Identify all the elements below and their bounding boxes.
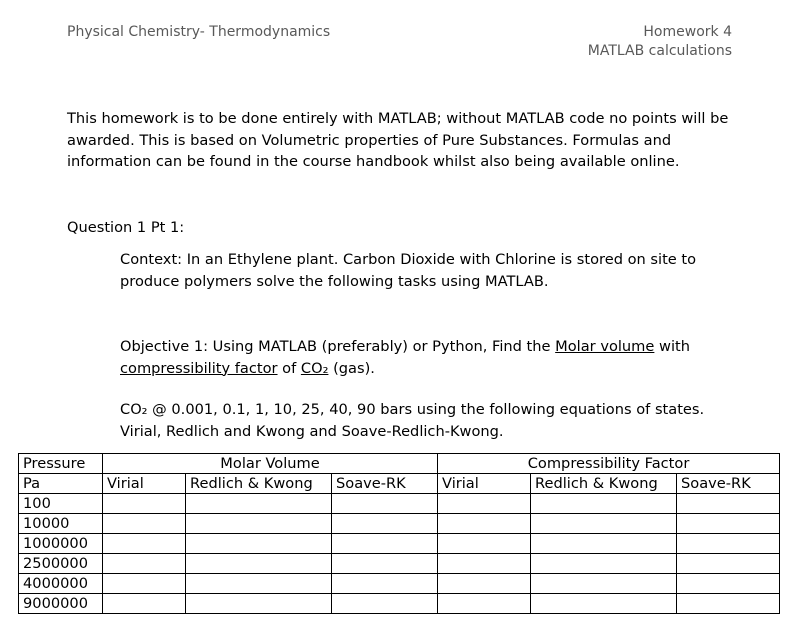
table-row bbox=[19, 514, 780, 534]
empty-answer-cell[interactable] bbox=[332, 514, 438, 534]
pressure-value: 4000000 bbox=[19, 574, 103, 594]
table-row bbox=[19, 554, 780, 574]
empty-answer-cell[interactable] bbox=[186, 514, 332, 534]
empty-answer-cell[interactable] bbox=[332, 594, 438, 614]
empty-answer-cell[interactable] bbox=[531, 514, 677, 534]
equations-of-state-line: Virial, Redlich and Kwong and Soave-Redlich-Kwong. bbox=[120, 422, 504, 440]
empty-answer-cell[interactable] bbox=[677, 554, 780, 574]
results-table bbox=[18, 453, 780, 614]
mv-rk-header: Redlich & Kwong bbox=[186, 474, 332, 494]
compressibility-header: Compressibility Factor bbox=[438, 454, 780, 474]
objective-paragraph bbox=[120, 336, 720, 379]
empty-answer-cell[interactable] bbox=[186, 494, 332, 514]
empty-answer-cell[interactable] bbox=[332, 554, 438, 574]
pressure-list-line: CO₂ @ 0.001, 0.1, 1, 10, 25, 40, 90 bars using the following equations of states. bbox=[120, 401, 705, 418]
empty-answer-cell[interactable] bbox=[531, 574, 677, 594]
intro-paragraph: This homework is to be done entirely with MATLAB; without MATLAB code no points will be awarded. This is based on Volumetric properties of Pure Substances. Formulas and information can be found in the course handbook whilst also being available online. bbox=[67, 110, 729, 170]
empty-answer-cell[interactable] bbox=[103, 514, 186, 534]
empty-answer-cell[interactable] bbox=[438, 594, 531, 614]
empty-answer-cell[interactable] bbox=[438, 534, 531, 554]
question-label: Question 1 Pt 1: bbox=[67, 219, 185, 236]
table-row bbox=[19, 494, 780, 514]
compressibility-factor-term: compressibility factor bbox=[120, 359, 278, 377]
pressure-value: 9000000 bbox=[19, 594, 103, 614]
molar-volume-term: Molar volume bbox=[555, 338, 655, 355]
empty-answer-cell[interactable] bbox=[438, 494, 531, 514]
table-row bbox=[19, 594, 780, 614]
empty-answer-cell[interactable] bbox=[103, 554, 186, 574]
table-row bbox=[19, 534, 780, 554]
pressure-value: 1000000 bbox=[19, 534, 103, 554]
pressure-value: 100 bbox=[19, 494, 103, 514]
homework-subtitle: MATLAB calculations bbox=[587, 43, 732, 59]
empty-answer-cell[interactable] bbox=[531, 594, 677, 614]
empty-answer-cell[interactable] bbox=[677, 594, 780, 614]
empty-answer-cell[interactable] bbox=[332, 494, 438, 514]
empty-answer-cell[interactable] bbox=[332, 574, 438, 594]
mv-virial-header: Virial bbox=[103, 474, 186, 494]
pressure-value: 2500000 bbox=[19, 554, 103, 574]
table-group-header-row bbox=[19, 454, 780, 474]
course-title: Physical Chemistry- Thermodynamics bbox=[67, 24, 331, 40]
co2-term: CO₂ bbox=[300, 359, 329, 377]
empty-answer-cell[interactable] bbox=[103, 574, 186, 594]
z-srk-header: Soave-RK bbox=[677, 474, 780, 494]
unit-header: Pa bbox=[19, 474, 103, 494]
empty-answer-cell[interactable] bbox=[438, 574, 531, 594]
empty-answer-cell[interactable] bbox=[438, 514, 531, 534]
empty-answer-cell[interactable] bbox=[103, 594, 186, 614]
empty-answer-cell[interactable] bbox=[103, 494, 186, 514]
pressure-header: Pressure bbox=[19, 454, 103, 474]
homework-header bbox=[588, 23, 732, 61]
empty-answer-cell[interactable] bbox=[531, 534, 677, 554]
empty-answer-cell[interactable] bbox=[186, 554, 332, 574]
empty-answer-cell[interactable] bbox=[332, 534, 438, 554]
mv-srk-header: Soave-RK bbox=[332, 474, 438, 494]
molar-volume-header: Molar Volume bbox=[103, 454, 438, 474]
empty-answer-cell[interactable] bbox=[677, 574, 780, 594]
empty-answer-cell[interactable] bbox=[677, 514, 780, 534]
context-paragraph: Context: In an Ethylene plant. Carbon Dioxide with Chlorine is stored on site to produce polymers solve the following tasks using MATLAB. bbox=[120, 251, 697, 290]
empty-answer-cell[interactable] bbox=[186, 534, 332, 554]
objective-prefix: Objective 1: Using MATLAB (preferably) or Python, Find the bbox=[120, 338, 551, 355]
empty-answer-cell[interactable] bbox=[438, 554, 531, 574]
empty-answer-cell[interactable] bbox=[103, 534, 186, 554]
objective-of: of bbox=[282, 359, 297, 377]
z-virial-header: Virial bbox=[438, 474, 531, 494]
pressure-value: 10000 bbox=[19, 514, 103, 534]
empty-answer-cell[interactable] bbox=[531, 554, 677, 574]
homework-number: Homework 4 bbox=[643, 24, 732, 40]
table-sub-header-row bbox=[19, 474, 780, 494]
empty-answer-cell[interactable] bbox=[531, 494, 677, 514]
empty-answer-cell[interactable] bbox=[677, 534, 780, 554]
z-rk-header: Redlich & Kwong bbox=[531, 474, 677, 494]
empty-answer-cell[interactable] bbox=[677, 494, 780, 514]
objective-with: with bbox=[659, 338, 690, 355]
empty-answer-cell[interactable] bbox=[186, 594, 332, 614]
pressure-list-paragraph bbox=[120, 399, 760, 442]
objective-gas: (gas). bbox=[333, 359, 375, 377]
empty-answer-cell[interactable] bbox=[186, 574, 332, 594]
table-row bbox=[19, 574, 780, 594]
